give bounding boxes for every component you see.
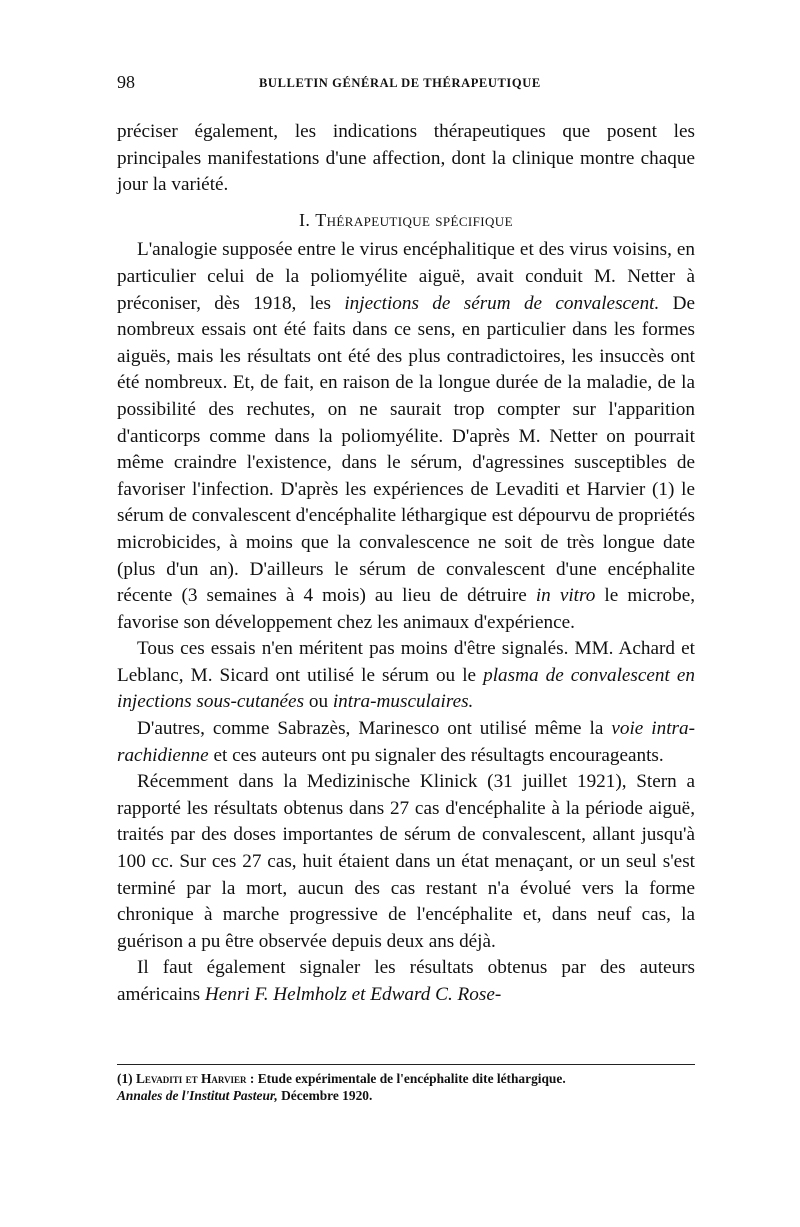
footnote-journal: Annales de l'Institut Pasteur, (117, 1088, 278, 1103)
footnote-line-1: (1) Levaditi et Harvier : Etude expérimentale de l'encéphalite dite léthargique. (117, 1071, 566, 1086)
section-title-text: Thérapeutique spécifique (315, 209, 513, 230)
paragraph-intrathecal: D'autres, comme Sabrazès, Marinesco ont utilisé même la voie intra-rachidienne et ces auteurs ont pu signaler des résultagts encourageants. (117, 718, 695, 766)
paragraph-stern: Récemment dans la Medizinische Klinick (31 juillet 1921), Stern a rapporté les résultats obtenus dans 27 cas d'encéphalite à la période aiguë, traités par des doses importantes de sérum de convalescent, allant jusqu'à 100 cc. Sur ces 27 cas, huit étaient dans un état menaçant, or un seul s'est terminé par la mort, aucun des cas restant n'a évolué vers la forme chronique à marche progressive de l'encéphalite et, dans neuf cas, la guérison a pu être observée depuis deux ans déjà. (117, 771, 695, 952)
emphasis-injections: injections de sérum de convalescent. (344, 292, 660, 314)
emphasis-in-vitro: in vitro (535, 585, 596, 607)
paragraph-intro: préciser également, les indications thérapeutiques que posent les principales manifestations d'une affection, dont la clinique montre chaque jour la variété. (117, 121, 695, 196)
emphasis-intramuscular: intra-musculaires. (332, 691, 474, 713)
running-title: BULLETIN GÉNÉRAL DE THÉRAPEUTIQUE (259, 76, 541, 90)
paragraph-american: Il faut également signaler les résultats obtenus par des auteurs américains Henri F. Helmholz et Edward C. Rose- (117, 957, 695, 1005)
emphasis-intrathecal: voie intra-rachidienne (117, 718, 695, 766)
emphasis-plasma: plasma de convalescent en injections sous-cutanées (117, 664, 695, 713)
emphasis-authors: Henri F. Helmholz et Edward C. Rose- (204, 984, 502, 1005)
paragraph-trials: Tous ces essais n'en méritent pas moins d'être signalés. MM. Achard et Leblanc, M. Sicard ont utilisé le sérum ou le plasma de convalescent en injections sous-cutanées ou intra-musculaires. (117, 638, 695, 713)
footnote-line-2: Annales de l'Institut Pasteur, Décembre 1920. (117, 1088, 373, 1103)
section-title (117, 207, 695, 234)
page-number: 98 (117, 72, 135, 92)
footnote-divider (117, 1064, 695, 1065)
footnote-authors: Levaditi et Harvier : (135, 1071, 255, 1086)
section-number: I. (299, 209, 311, 230)
body-text (117, 119, 695, 1009)
footnote (117, 1070, 707, 1104)
page-header (117, 72, 695, 96)
paragraph-serum: L'analogie supposée entre le virus encéphalitique et des virus voisins, en particulier celui de la poliomyélite aiguë, avait conduit M. Netter à préconiser, dès 1918, les injections de sérum de convalescent. De nombreux essais ont été faits dans ce sens, en particulier dans les formes aiguës, mais les résultats ont été des plus contradictoires, les insuccès ont été nombreux. Et, de fait, en raison de la longue durée de la maladie, de la possibilité des rechutes, on ne saurait trop compter sur l'apparition d'anticorps comme dans la poliomyélite. D'après M. Netter on pourrait même craindre l'existence, dans le sérum, d'agressines susceptibles de favoriser l'infection. D'après les expériences de Levaditi et Harvier (1) le sérum de convalescent d'encéphalite léthargique est dépourvu de propriétés microbicides, à moins que la convalescence ne soit de très longue date (plus d'un an). D'ailleurs le sérum de convalescent d'une encéphalite récente (3 semaines à 4 mois) au lieu de détruire in vitro le microbe, favorise son développement chez les animaux d'expérience. (117, 239, 696, 633)
